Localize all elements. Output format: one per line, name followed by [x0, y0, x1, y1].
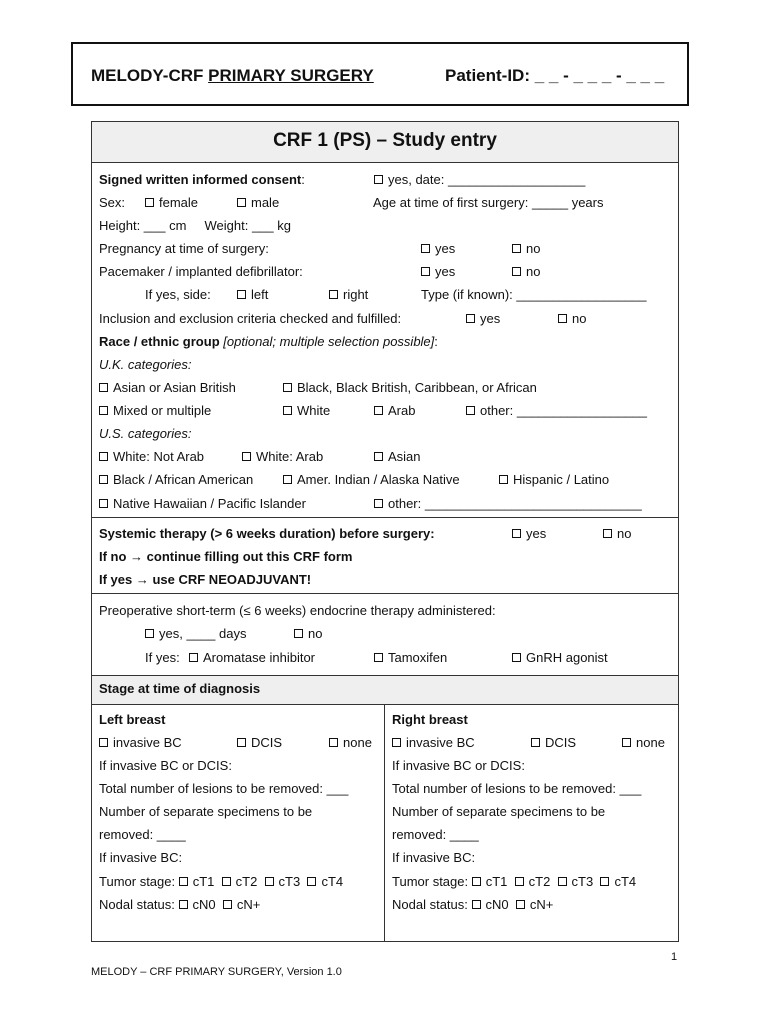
inclusion-label: Inclusion and exclusion criteria checked and fulfilled: — [99, 311, 402, 326]
device-type-field[interactable]: Type (if known): __________________ — [421, 287, 647, 302]
left-none-option[interactable]: none — [329, 735, 372, 751]
checkbox[interactable] — [237, 738, 246, 747]
checkbox[interactable] — [283, 406, 292, 415]
consent-label: Signed written informed consent: — [99, 172, 305, 187]
pacemaker-label: Pacemaker / implanted defibrillator: — [99, 264, 303, 279]
side-left-option[interactable]: left — [237, 287, 268, 303]
endocrine-yes-option[interactable]: yes, ____ days — [145, 626, 246, 642]
divider — [91, 517, 679, 518]
right-ct1-option[interactable]: cT1 — [472, 874, 508, 889]
pregnancy-no-option[interactable]: no — [512, 241, 540, 257]
checkbox[interactable] — [374, 452, 383, 461]
us-white-not-arab-option[interactable]: White: Not Arab — [99, 449, 204, 465]
checkbox[interactable] — [512, 529, 521, 538]
checkbox[interactable] — [145, 198, 154, 207]
right-tumor-stage-label: Tumor stage: — [392, 874, 469, 889]
checkbox[interactable] — [99, 383, 108, 392]
right-invasive-option[interactable]: invasive BC — [392, 735, 475, 751]
left-specimens-label: Number of separate specimens to be — [99, 804, 313, 819]
left-breast-heading: Left breast — [99, 712, 166, 727]
us-other-option[interactable]: other: ______________________________ — [374, 496, 642, 512]
checkbox[interactable] — [189, 653, 198, 662]
left-if-invasive-label: If invasive BC: — [99, 850, 183, 865]
pacemaker-yes-option[interactable]: yes — [421, 264, 455, 280]
divider — [91, 704, 679, 705]
checkbox[interactable] — [99, 499, 108, 508]
consent-yes-option[interactable]: yes, date: ___________________ — [374, 172, 585, 188]
left-tumor-stage-label: Tumor stage: — [99, 874, 176, 889]
right-cnplus-option[interactable]: cN+ — [516, 897, 553, 912]
divider — [91, 675, 679, 676]
checkbox[interactable] — [242, 452, 251, 461]
left-invasive-option[interactable]: invasive BC — [99, 735, 182, 751]
checkbox[interactable] — [558, 314, 567, 323]
left-cn0-option[interactable]: cN0 — [179, 897, 216, 912]
checkbox[interactable] — [222, 877, 231, 886]
page-number: 1 — [671, 951, 678, 963]
column-divider — [384, 705, 385, 942]
checkbox[interactable] — [374, 653, 383, 662]
left-cnplus-option[interactable]: cN+ — [223, 897, 260, 912]
left-ct1-option[interactable]: cT1 — [179, 874, 215, 889]
checkbox[interactable] — [294, 629, 303, 638]
height-weight-field[interactable]: Height: ___ cm Weight: ___ kg — [99, 218, 291, 233]
checkbox[interactable] — [237, 198, 246, 207]
checkbox[interactable] — [223, 900, 232, 909]
footer-text: MELODY – CRF PRIMARY SURGERY, Version 1.0 — [91, 966, 342, 978]
us-categories-heading: U.S. categories: — [99, 426, 192, 441]
right-nodal-status-row — [392, 897, 553, 913]
checkbox[interactable] — [179, 900, 188, 909]
checkbox[interactable] — [421, 244, 430, 253]
race-heading: Race / ethnic group [optional; multiple selection possible]: — [99, 334, 438, 349]
systemic-therapy-label: Systemic therapy (> 6 weeks duration) before surgery: — [99, 526, 435, 541]
checkbox[interactable] — [99, 738, 108, 747]
checkbox[interactable] — [374, 175, 383, 184]
right-ct2-option[interactable]: cT2 — [515, 874, 551, 889]
checkbox[interactable] — [329, 290, 338, 299]
systemic-if-no-instruction: If no → continue filling out this CRF form — [99, 549, 353, 564]
inclusion-yes-option[interactable]: yes — [466, 311, 500, 327]
left-ct2-option[interactable]: cT2 — [222, 874, 258, 889]
crf-title: CRF 1 (PS) – Study entry — [273, 130, 497, 151]
checkbox[interactable] — [600, 877, 609, 886]
checkbox[interactable] — [265, 877, 274, 886]
checkbox[interactable] — [512, 653, 521, 662]
checkbox[interactable] — [329, 738, 338, 747]
left-ct3-option[interactable]: cT3 — [265, 874, 301, 889]
checkbox[interactable] — [99, 452, 108, 461]
right-tumor-stage-row — [392, 874, 636, 890]
right-dcis-option[interactable]: DCIS — [531, 735, 576, 751]
right-ct3-option[interactable]: cT3 — [558, 874, 594, 889]
aromatase-option[interactable]: Aromatase inhibitor — [189, 650, 315, 666]
divider — [91, 593, 679, 594]
us-hispanic-option[interactable]: Hispanic / Latino — [499, 472, 609, 488]
age-field[interactable]: Age at time of first surgery: _____ years — [373, 195, 604, 210]
uk-categories-heading: U.K. categories: — [99, 357, 192, 372]
systemic-yes-option[interactable]: yes — [512, 526, 546, 542]
us-amer-indian-option[interactable]: Amer. Indian / Alaska Native — [283, 472, 460, 488]
left-nodal-label: Nodal status: — [99, 897, 175, 912]
tamoxifen-option[interactable]: Tamoxifen — [374, 650, 447, 666]
checkbox[interactable] — [145, 629, 154, 638]
uk-other-option[interactable]: other: __________________ — [466, 403, 647, 419]
side-label: If yes, side: — [145, 287, 211, 302]
right-none-option[interactable]: none — [622, 735, 665, 751]
us-white-arab-option[interactable]: White: Arab — [242, 449, 323, 465]
pacemaker-no-option[interactable]: no — [512, 264, 540, 280]
checkbox[interactable] — [512, 267, 521, 276]
pregnancy-yes-option[interactable]: yes — [421, 241, 455, 257]
right-breast-heading: Right breast — [392, 712, 468, 727]
uk-arab-option[interactable]: Arab — [374, 403, 415, 419]
checkbox[interactable] — [466, 314, 475, 323]
checkbox[interactable] — [237, 290, 246, 299]
checkbox[interactable] — [374, 406, 383, 415]
left-if-invasive-dcis-label: If invasive BC or DCIS: — [99, 758, 232, 773]
pregnancy-label: Pregnancy at time of surgery: — [99, 241, 269, 256]
uk-asian-option[interactable]: Asian or Asian British — [99, 380, 236, 396]
right-if-invasive-label: If invasive BC: — [392, 850, 476, 865]
left-total-lesions-field[interactable]: Total number of lesions to be removed: ___ — [99, 781, 349, 796]
checkbox[interactable] — [466, 406, 475, 415]
checkbox[interactable] — [531, 738, 540, 747]
checkbox[interactable] — [421, 267, 430, 276]
systemic-no-option[interactable]: no — [603, 526, 631, 542]
left-dcis-option[interactable]: DCIS — [237, 735, 282, 751]
right-specimens-field[interactable]: removed: ____ — [392, 827, 479, 842]
right-total-lesions-field[interactable]: Total number of lesions to be removed: ___ — [392, 781, 642, 796]
checkbox[interactable] — [472, 900, 481, 909]
endocrine-label: Preoperative short-term (≤ 6 weeks) endocrine therapy administered: — [99, 603, 496, 618]
checkbox[interactable] — [515, 877, 524, 886]
checkbox[interactable] — [283, 383, 292, 392]
checkbox[interactable] — [99, 475, 108, 484]
divider — [91, 162, 679, 163]
sex-male-option[interactable]: male — [237, 195, 279, 211]
sex-female-option[interactable]: female — [145, 195, 198, 211]
left-tumor-stage-row — [99, 874, 343, 890]
checkbox[interactable] — [622, 738, 631, 747]
checkbox[interactable] — [603, 529, 612, 538]
checkbox[interactable] — [99, 406, 108, 415]
checkbox[interactable] — [179, 877, 188, 886]
form-title-prefix: MELODY-CRF — [91, 66, 204, 85]
checkbox[interactable] — [472, 877, 481, 886]
left-ct4-option[interactable]: cT4 — [307, 874, 343, 889]
sex-label: Sex: — [99, 195, 126, 210]
us-hawaiian-option[interactable]: Native Hawaiian / Pacific Islander — [99, 496, 306, 512]
checkbox[interactable] — [283, 475, 292, 484]
systemic-if-yes-instruction: If yes → use CRF NEOADJUVANT! — [99, 572, 312, 587]
right-cn0-option[interactable]: cN0 — [472, 897, 509, 912]
right-nodal-label: Nodal status: — [392, 897, 468, 912]
endocrine-no-option[interactable]: no — [294, 626, 322, 642]
right-specimens-label: Number of separate specimens to be — [392, 804, 606, 819]
stage-heading: Stage at time of diagnosis — [99, 681, 261, 696]
form-title — [91, 66, 374, 86]
checkbox[interactable] — [374, 499, 383, 508]
patient-id: Patient-ID: _ _ - _ _ _ - _ _ _ — [445, 66, 665, 85]
uk-white-option[interactable]: White — [283, 403, 330, 419]
left-nodal-status-row — [99, 897, 260, 913]
checkbox[interactable] — [516, 900, 525, 909]
uk-mixed-option[interactable]: Mixed or multiple — [99, 403, 211, 419]
uk-black-option[interactable]: Black, Black British, Caribbean, or African — [283, 380, 537, 396]
checkbox[interactable] — [512, 244, 521, 253]
right-if-invasive-dcis-label: If invasive BC or DCIS: — [392, 758, 525, 773]
form-title-underlined: PRIMARY SURGERY — [208, 66, 374, 85]
side-right-option[interactable]: right — [329, 287, 368, 303]
left-specimens-field[interactable]: removed: ____ — [99, 827, 186, 842]
endocrine-if-yes-label: If yes: — [145, 650, 180, 665]
right-ct4-option[interactable]: cT4 — [600, 874, 636, 889]
checkbox[interactable] — [558, 877, 567, 886]
us-black-option[interactable]: Black / African American — [99, 472, 253, 488]
gnrh-option[interactable]: GnRH agonist — [512, 650, 608, 666]
checkbox[interactable] — [307, 877, 316, 886]
inclusion-no-option[interactable]: no — [558, 311, 586, 327]
us-asian-option[interactable]: Asian — [374, 449, 421, 465]
checkbox[interactable] — [392, 738, 401, 747]
checkbox[interactable] — [499, 475, 508, 484]
